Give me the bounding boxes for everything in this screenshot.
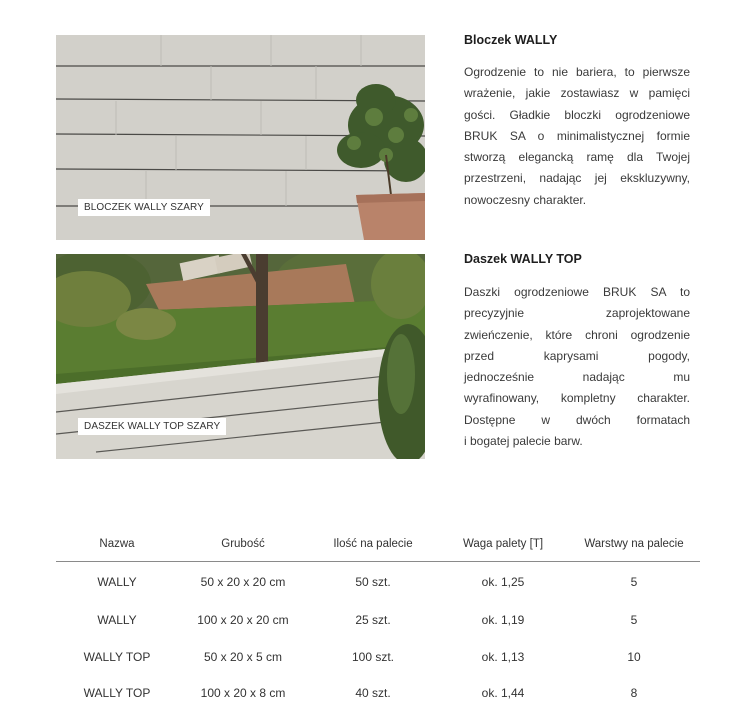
table-cell: 100 x 20 x 20 cm <box>197 613 289 628</box>
text-line: BRUK SA o minimalistycznej formie <box>464 128 690 143</box>
table-cell: 5 <box>630 575 638 589</box>
section-description <box>464 282 690 452</box>
text-line: nowoczesny charakter. <box>464 192 587 207</box>
table-cell: 25 szt. <box>355 613 391 628</box>
text-line: Ogrodzenie to nie bariera, to pierwsze <box>464 65 690 79</box>
text-line: jednocześnie nadając mu <box>464 370 690 385</box>
table-cell: 50 x 20 x 5 cm <box>203 649 283 664</box>
section-title: Daszek WALLY TOP <box>464 252 582 266</box>
table-cell: ok. 1,13 <box>481 649 525 664</box>
text-line: gości. Gładkie bloczki ogrodzeniowe <box>464 107 690 122</box>
table-cell: 50 x 20 x 20 cm <box>200 575 286 589</box>
text-line: przestrzeni, nadając jej ekskluzywny, <box>464 171 690 186</box>
table-cell: WALLY <box>97 575 137 589</box>
table-cell: ok. 1,19 <box>481 613 525 628</box>
table-cell: WALLY TOP <box>83 686 151 701</box>
text-line: wyrafinowany, kompletny charakter. <box>464 391 690 406</box>
table-cell: 10 <box>627 649 641 664</box>
specs-table <box>56 527 700 712</box>
table-cell: WALLY <box>97 613 137 628</box>
section-title: Bloczek WALLY <box>464 33 558 47</box>
text-line: przed kaprysami pogody, <box>464 348 690 363</box>
text-line: stworzą elegancką ramę dla Twojej <box>464 150 690 165</box>
text-line: precyzyjnie zaprojektowane <box>464 306 690 321</box>
table-cell: ok. 1,25 <box>481 575 525 589</box>
table-cell: WALLY TOP <box>83 649 151 664</box>
text-line: i bogatej palecie barw. <box>464 434 583 449</box>
table-row <box>56 639 700 676</box>
text-line: zwieńczenie, które chroni ogrodzenie <box>464 327 690 342</box>
column-header: Warstwy na palecie <box>568 527 700 562</box>
section-description <box>464 62 690 211</box>
table-row <box>56 675 700 712</box>
table-cell: 8 <box>630 686 638 701</box>
table-cell: 40 szt. <box>355 686 391 701</box>
text-line: Dostępne w dwóch formatach <box>464 412 690 427</box>
table-header-row <box>56 527 700 562</box>
text-line: wrażenie, jakie zostawiasz w pamięci <box>464 86 690 101</box>
table-cell: 5 <box>630 613 638 628</box>
photo-caption: BLOCZEK WALLY SZARY <box>78 199 210 216</box>
table-cell: 100 x 20 x 8 cm <box>200 686 286 701</box>
text-line: Daszki ogrodzeniowe BRUK SA to <box>464 285 690 299</box>
table-cell: 50 szt. <box>355 575 391 589</box>
column-header: Nazwa <box>56 527 178 562</box>
table-row <box>56 562 700 603</box>
table-row <box>56 602 700 639</box>
table-cell: 100 szt. <box>351 649 395 664</box>
column-header: Grubość <box>178 527 308 562</box>
table-cell: ok. 1,44 <box>481 686 525 701</box>
column-header: Waga palety [T] <box>438 527 568 562</box>
column-header: Ilość na palecie <box>308 527 438 562</box>
photo-caption: DASZEK WALLY TOP SZARY <box>78 418 226 435</box>
